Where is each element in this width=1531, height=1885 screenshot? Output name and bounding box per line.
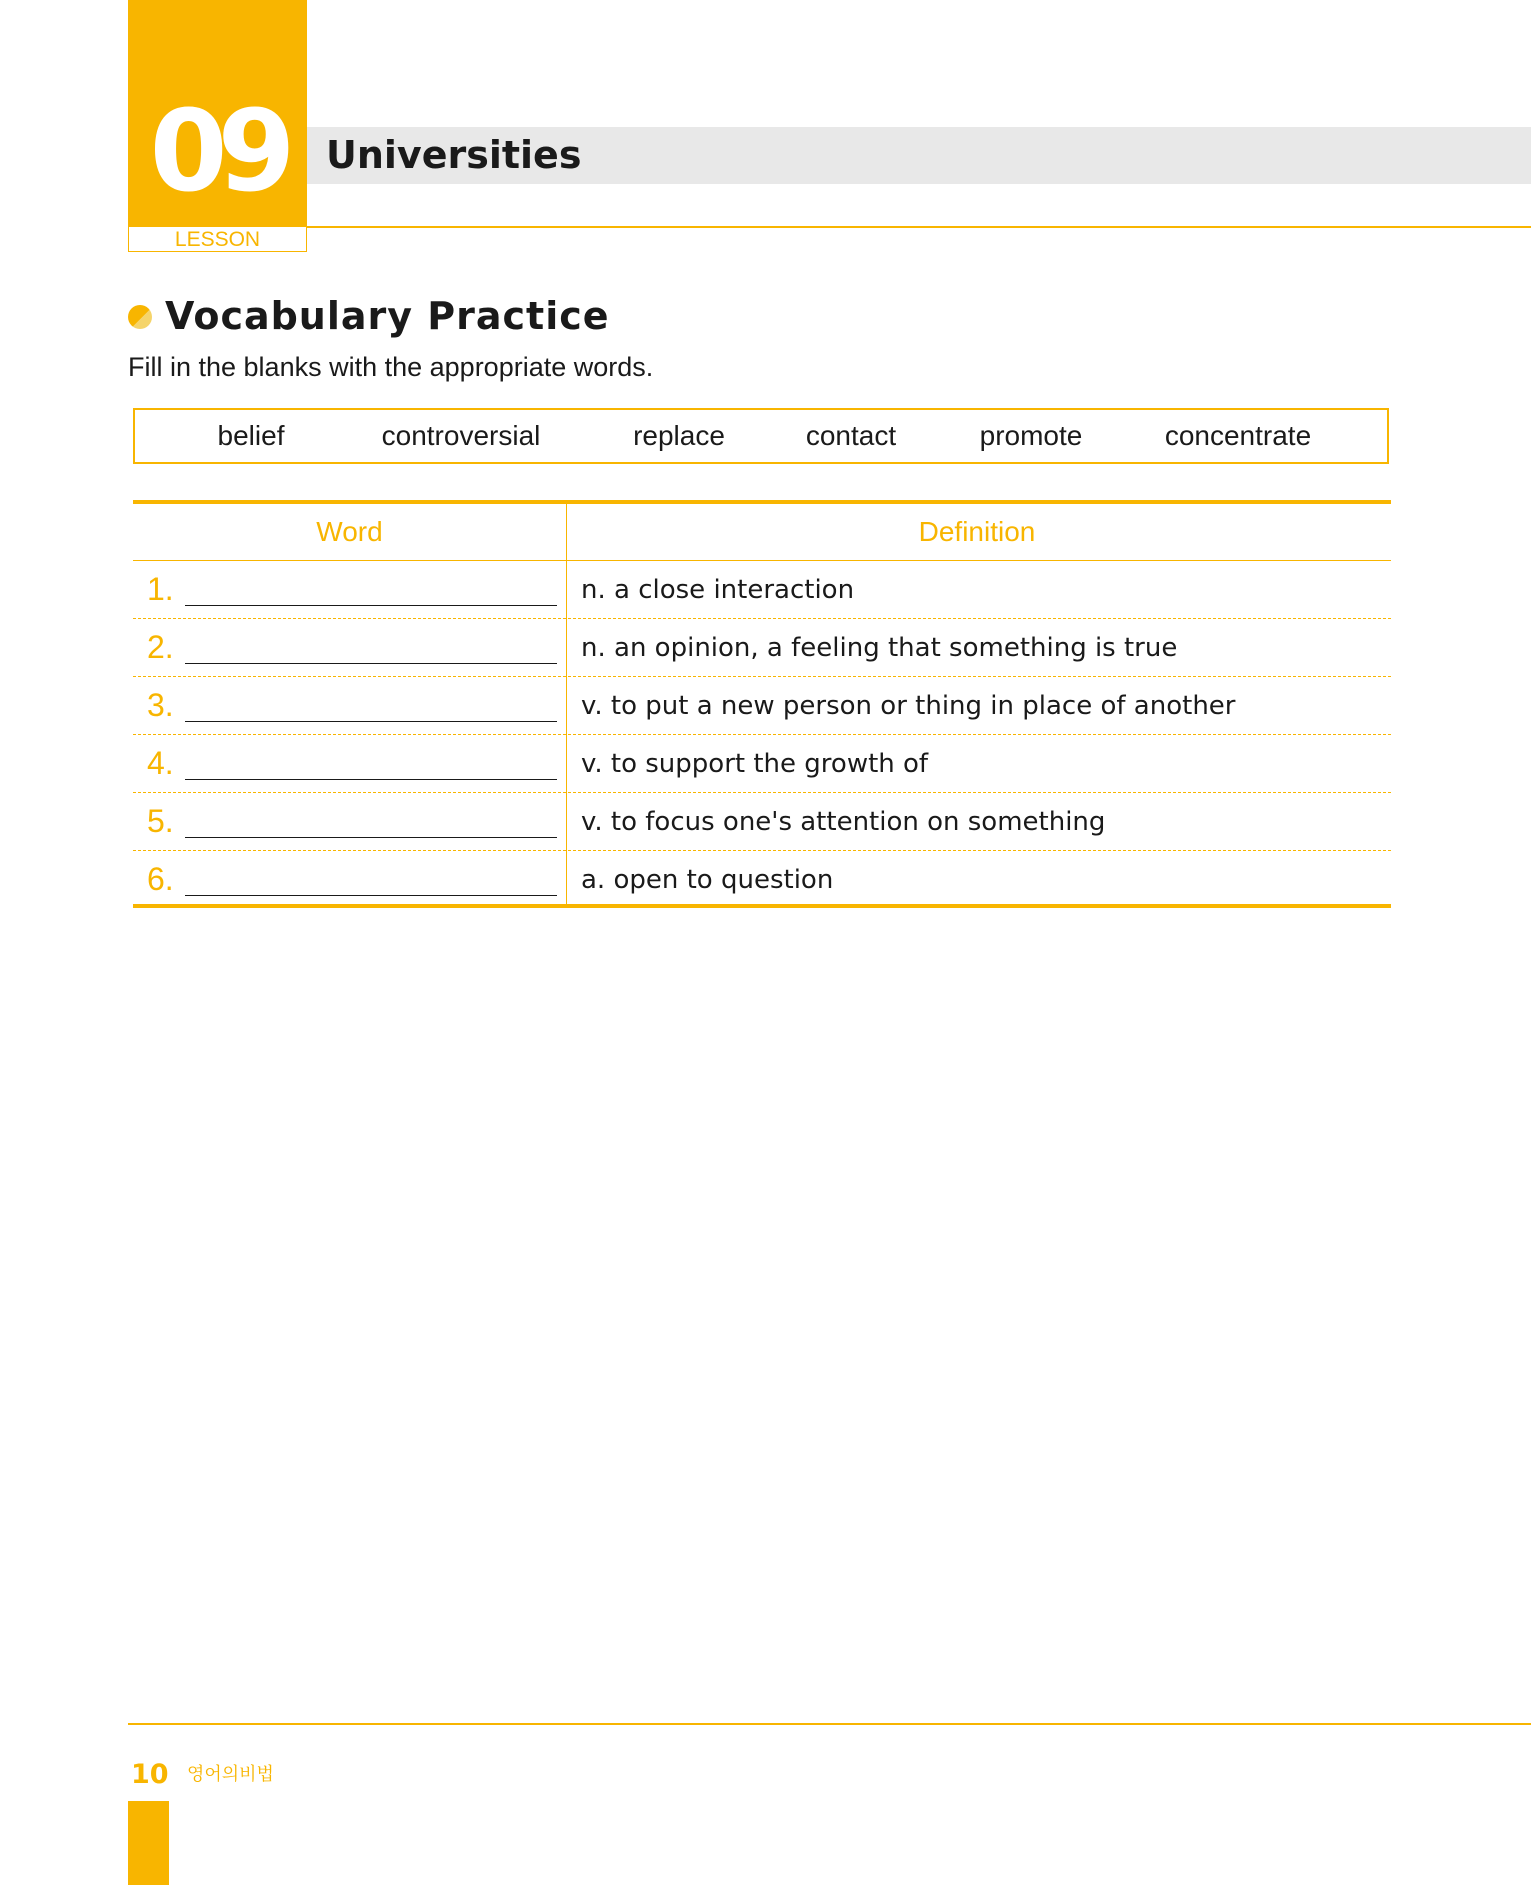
answer-blank[interactable] xyxy=(185,837,557,838)
vocabulary-table xyxy=(133,500,1391,908)
page-number: 10 xyxy=(131,1759,169,1790)
word-bank-item: contact xyxy=(805,420,897,451)
row-definition: v. to focus one's attention on something xyxy=(581,807,1106,837)
row-definition: n. a close interaction xyxy=(581,575,855,605)
row-definition: v. to support the growth of xyxy=(581,749,929,779)
table-row xyxy=(133,561,1391,619)
row-number: 1. xyxy=(147,571,174,607)
answer-blank[interactable] xyxy=(185,663,557,664)
row-number: 6. xyxy=(147,861,174,897)
instructions-text: Fill in the blanks with the appropriate words. xyxy=(128,352,654,382)
table-row xyxy=(133,793,1391,851)
word-bank-item: controversial xyxy=(381,420,541,451)
row-definition: v. to put a new person or thing in place of another xyxy=(581,691,1236,721)
section-title: Vocabulary Practice xyxy=(165,294,610,338)
row-number: 4. xyxy=(147,745,174,781)
row-number: 2. xyxy=(147,629,174,665)
table-row xyxy=(133,735,1391,793)
footer-divider xyxy=(128,1723,1531,1725)
header-word: Word xyxy=(316,516,383,547)
answer-blank[interactable] xyxy=(185,605,557,606)
word-bank-item: promote xyxy=(979,420,1083,451)
bullet-dot-icon xyxy=(128,305,152,329)
lesson-number: 09 xyxy=(149,87,286,217)
row-definition: a. open to question xyxy=(581,865,834,895)
table-header-row xyxy=(133,504,1391,561)
row-number: 3. xyxy=(147,687,174,723)
answer-blank[interactable] xyxy=(185,895,557,896)
page-title: Universities xyxy=(326,133,582,177)
row-number: 5. xyxy=(147,803,174,839)
answer-blank[interactable] xyxy=(185,721,557,722)
lesson-label: LESSON xyxy=(128,227,307,252)
answer-blank[interactable] xyxy=(185,779,557,780)
word-bank-item: belief xyxy=(217,420,285,451)
table-row xyxy=(133,851,1391,909)
row-definition: n. an opinion, a feeling that something is true xyxy=(581,633,1178,663)
header-definition: Definition xyxy=(918,516,1036,547)
word-bank xyxy=(133,408,1389,464)
header-divider xyxy=(307,226,1531,228)
footer-tab xyxy=(128,1801,169,1885)
table-row xyxy=(133,619,1391,677)
table-row xyxy=(133,677,1391,735)
word-bank-item: concentrate xyxy=(1164,420,1312,451)
word-bank-item: replace xyxy=(633,420,725,451)
book-name: 영어의비법 xyxy=(187,1764,274,1785)
